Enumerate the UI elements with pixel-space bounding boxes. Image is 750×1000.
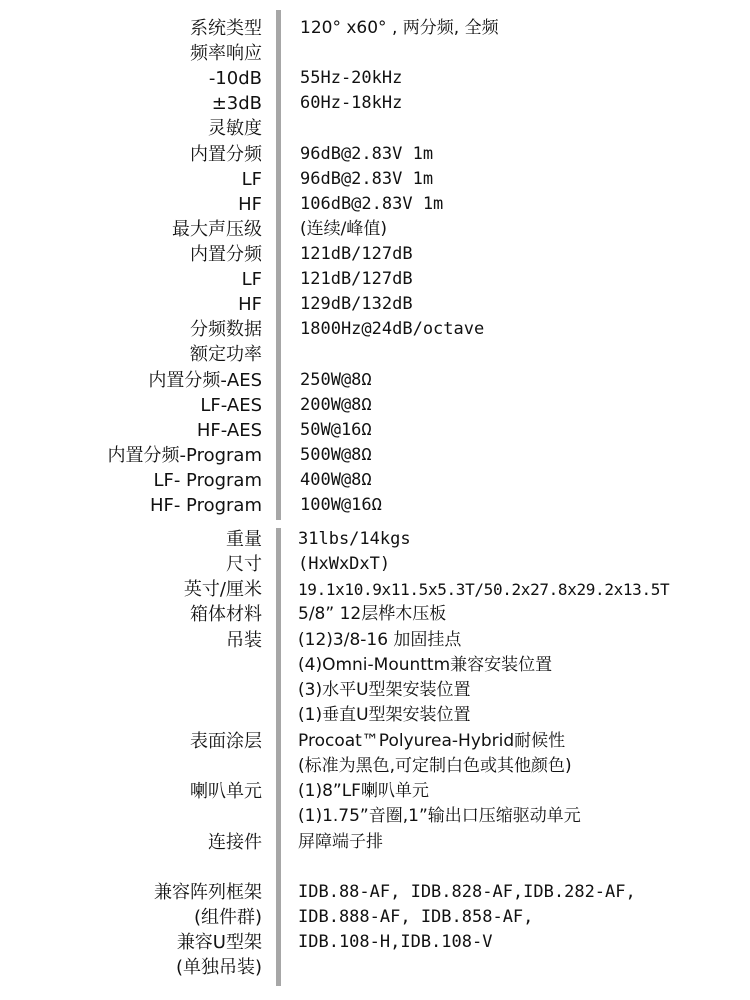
spec-row-max-spl	[0, 217, 750, 242]
spec-label: 兼容U型架	[176, 932, 262, 953]
spec-label: (单独吊装)	[175, 957, 262, 978]
spec-row-power-hf-program	[0, 493, 750, 518]
spec-row-power-hf-aes	[0, 418, 750, 443]
spec-label: 内置分频-AES	[148, 370, 262, 391]
spec-value: 120° x60° , 两分频, 全频	[300, 18, 499, 38]
spec-label: HF	[238, 194, 262, 215]
spec-label: 分频数据	[190, 319, 262, 340]
spec-value: (HxWxDxT)	[298, 554, 391, 574]
spec-value: IDB.108-H,IDB.108-V	[298, 932, 493, 952]
spec-row-power-lf-aes	[0, 393, 750, 418]
spec-value: 250W@8Ω	[300, 370, 372, 390]
spec-value: 200W@8Ω	[300, 395, 372, 415]
spec-label: -10dB	[208, 68, 262, 89]
spec-row-drivers	[0, 779, 750, 804]
spec-row-rigging-3	[0, 678, 750, 703]
spec-label: 内置分频	[190, 144, 262, 165]
spec-row-u-bracket	[0, 930, 750, 955]
spec-label: 内置分频-Program	[107, 445, 262, 466]
spec-label: 喇叭单元	[190, 781, 262, 802]
spec-label: 吊装	[226, 630, 262, 651]
spec-value: (1)1.75”音圈,1”输出口压缩驱动单元	[298, 806, 581, 826]
spec-value: 50W@16Ω	[300, 420, 372, 440]
spec-row-weight	[0, 527, 750, 552]
spec-row-drivers-2	[0, 804, 750, 829]
spec-label: 表面涂层	[190, 731, 262, 752]
spec-row-fr-3db	[0, 91, 750, 116]
spec-row-fr-10db	[0, 66, 750, 91]
spec-row-rigging-2	[0, 653, 750, 678]
spec-row-spl-hf	[0, 292, 750, 317]
spec-row-spl-internal	[0, 242, 750, 267]
spec-row-finish	[0, 729, 750, 754]
spec-value: 121dB/127dB	[300, 244, 413, 264]
spec-row-rigging-4	[0, 703, 750, 728]
spec-value: 400W@8Ω	[300, 470, 372, 490]
spec-row-finish-2	[0, 754, 750, 779]
spec-label: 系统类型	[190, 18, 262, 39]
spec-row-dimensions	[0, 552, 750, 577]
spec-row-power-internal-aes	[0, 368, 750, 393]
spec-value: 106dB@2.83V 1m	[300, 194, 444, 214]
spec-value: 121dB/127dB	[300, 269, 413, 289]
spec-label: 内置分频	[190, 244, 262, 265]
spec-value: 31lbs/14kgs	[298, 529, 411, 549]
spec-label: 额定功率	[190, 344, 262, 365]
spec-value: (1)8”LF喇叭单元	[298, 781, 429, 801]
spec-value: 19.1x10.9x11.5x5.3T/50.2x27.8x29.2x13.5T	[298, 580, 670, 599]
spec-label: LF- Program	[153, 470, 262, 491]
spec-label: HF- Program	[149, 495, 262, 516]
spec-value: 55Hz-20kHz	[300, 68, 403, 88]
spec-row-system-type	[0, 16, 750, 41]
spec-label: (组件群)	[193, 907, 262, 928]
spec-label: 灵敏度	[208, 118, 262, 139]
spec-row-rated-power	[0, 342, 750, 367]
spec-row-array-frame	[0, 880, 750, 905]
spec-value: 100W@16Ω	[300, 495, 382, 515]
spec-value: 屏障端子排	[298, 832, 383, 852]
spec-label: HF	[238, 294, 262, 315]
spec-row-frequency-response	[0, 41, 750, 66]
spec-label: LF	[241, 169, 262, 190]
spec-label: ±3dB	[211, 93, 262, 114]
spec-row-sens-internal	[0, 142, 750, 167]
spec-row-enclosure	[0, 602, 750, 627]
spec-label: 连接件	[208, 832, 262, 853]
spec-row-array-frame-2	[0, 905, 750, 930]
spec-label: 重量	[226, 529, 262, 550]
spec-row-spl-lf	[0, 267, 750, 292]
spec-value: (12)3/8-16 加固挂点	[298, 630, 462, 650]
spec-label: 箱体材料	[190, 604, 262, 625]
spec-row-sens-lf	[0, 167, 750, 192]
spec-label: 最大声压级	[172, 219, 262, 240]
spec-value: (4)Omni-Mounttm兼容安装位置	[298, 655, 553, 675]
spec-label: LF-AES	[200, 395, 262, 416]
spec-label: 兼容阵列框架	[154, 882, 262, 903]
spec-label: 英寸/厘米	[183, 579, 262, 600]
spec-value: 5/8” 12层桦木压板	[298, 604, 447, 624]
spec-label: 尺寸	[226, 554, 262, 575]
spec-value: IDB.888-AF, IDB.858-AF,	[298, 907, 534, 927]
spec-label: HF-AES	[196, 420, 262, 441]
spec-row-rigging	[0, 628, 750, 653]
spec-value: 60Hz-18kHz	[300, 93, 403, 113]
spec-row-sensitivity	[0, 116, 750, 141]
spec-label: LF	[241, 269, 262, 290]
spec-value: 129dB/132dB	[300, 294, 413, 314]
spec-row-sens-hf	[0, 192, 750, 217]
spec-value: (1)垂直U型架安装位置	[298, 705, 471, 725]
spec-value: Procoat™Polyurea-Hybrid耐候性	[298, 731, 566, 751]
spec-value: 96dB@2.83V 1m	[300, 169, 434, 189]
spec-value: 1800Hz@24dB/octave	[300, 319, 485, 339]
spec-value: 96dB@2.83V 1m	[300, 144, 434, 164]
spec-label: 频率响应	[190, 43, 262, 64]
spec-row-power-internal-program	[0, 443, 750, 468]
spec-row-power-lf-program	[0, 468, 750, 493]
spec-value: 500W@8Ω	[300, 445, 372, 465]
spec-value: (3)水平U型架安装位置	[298, 680, 471, 700]
spec-value: IDB.88-AF, IDB.828-AF,IDB.282-AF,	[298, 882, 636, 902]
spec-row-connector	[0, 830, 750, 855]
spec-row-u-bracket-2	[0, 955, 750, 980]
spec-value: (连续/峰值)	[300, 219, 387, 239]
spec-value: (标准为黑色,可定制白色或其他颜色)	[298, 756, 572, 776]
spec-row-crossover	[0, 317, 750, 342]
spec-row-dimension-values	[0, 577, 750, 602]
